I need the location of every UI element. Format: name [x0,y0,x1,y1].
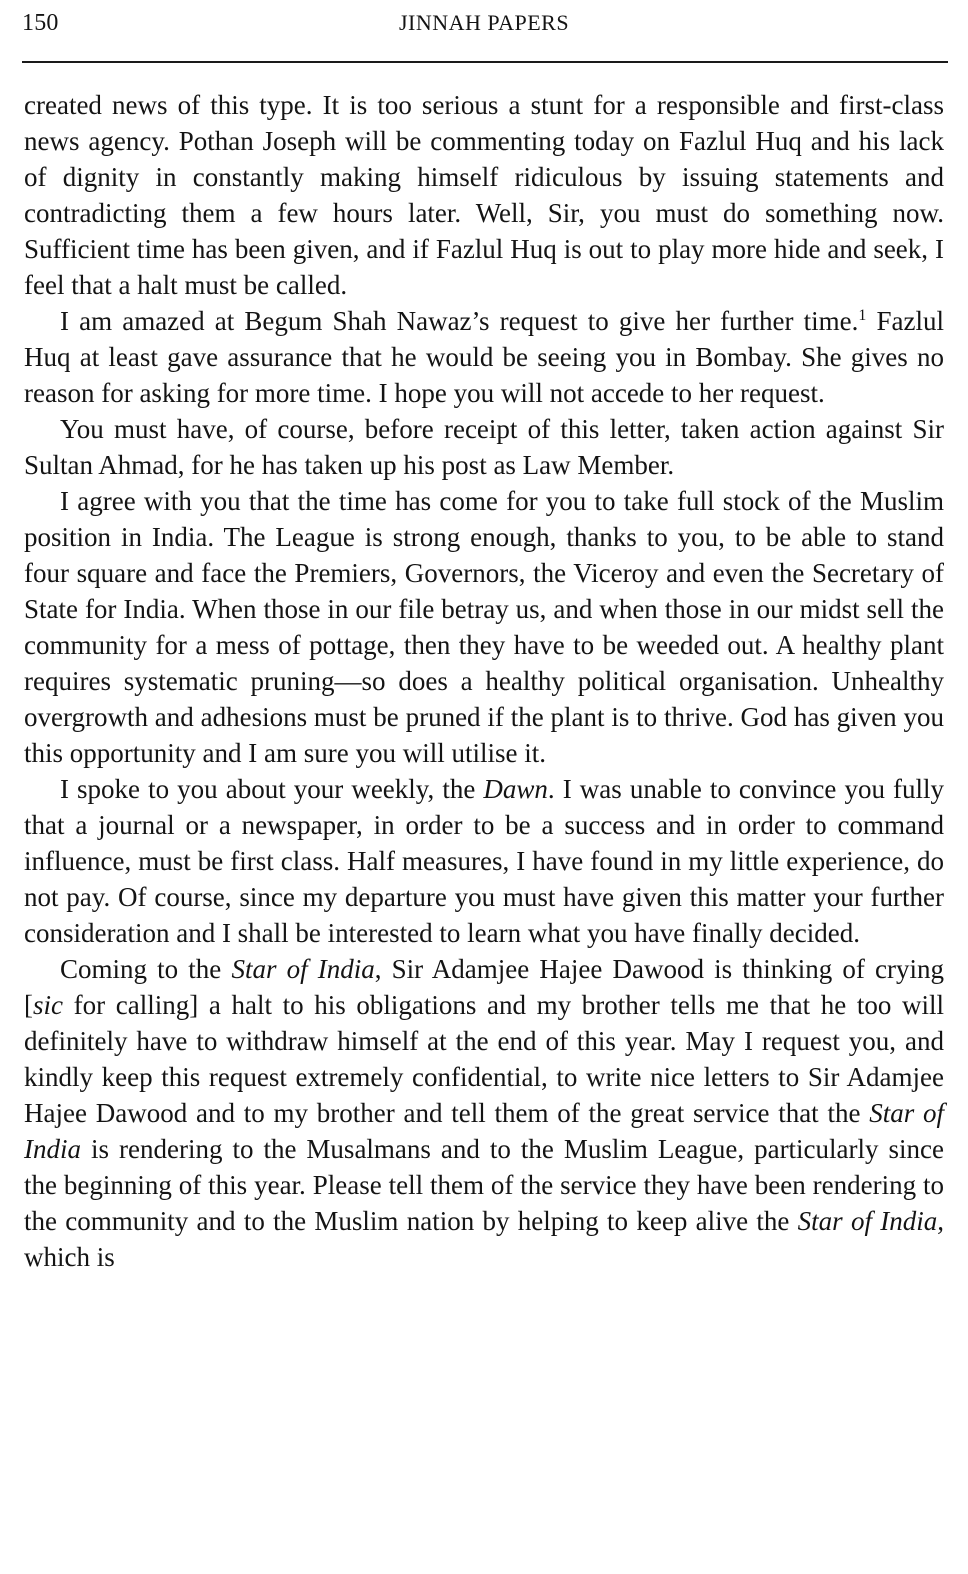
header-rule [22,61,948,63]
text-span: I am amazed at Begum Shah Nawaz’s request to give her further time. [60,306,859,336]
text-span: I spoke to you about your weekly, the [60,774,484,804]
paragraph-continued: created news of this type. It is too serious a stunt for a responsible and first-class news agency. Pothan Joseph will be commenting today on Fazlul Huq and his lack of dignity in constantly making himself ridiculous by issuing statements and contradicting them a few hours later. Well, Sir, you must do something now. Sufficient time has been given, and if Fazlul Huq is out to play more hide and seek, I feel that a halt must be called. [24,90,944,300]
text-span: is rendering to the Musalmans and to the Muslim League, particularly since the beginning of this year. Please tell them of the service they have been rendering to the community and to the Muslim nation by helping to keep alive the [24,1134,944,1236]
text-span: Fazlul Huq at least gave assurance that he would be seeing you in Bombay. She gives no reason for asking for more time. I hope you will not accede to her request. [24,306,944,408]
italic-title: Dawn [483,774,548,804]
paragraph-star-of-india [24,951,944,1275]
italic-title: Star of India [231,954,375,984]
italic-title: Star of India [24,1098,944,1164]
body-text [24,87,944,1275]
text-span: . I was unable to convince you fully that a journal or a newspaper, in order to be a success and in order to command influence, must be first class. Half measures, I have found in my little experience, do not pay. Of course, since my departure you must have given this matter your further consideration and I shall be interested to learn what you have finally decided. [24,774,944,948]
italic-title: Star of India, [797,1206,944,1236]
paragraph-shah-nawaz [24,303,944,411]
running-head: JINNAH PAPERS [398,10,570,35]
text-span: which is [24,1242,115,1272]
italic-sic: sic [33,990,63,1020]
text-span: Coming to the [60,954,232,984]
text-span: , Sir Adamjee Hajee Dawood is thinking of crying [ [24,954,945,1020]
text-span: for calling] a halt to his obligations and my brother tells me that he too will definitely have to withdraw himself at the end of this year. May I request you, and kindly keep this request extremely confidential, to write nice letters to Sir Adamjee Hajee Dawood and to my brother and tell them of the great service that the [24,990,944,1128]
page-number: 150 [22,10,59,36]
footnote-marker: 1 [858,307,867,324]
page-header [22,6,946,40]
paragraph-muslim-position: I agree with you that the time has come for you to take full stock of the Muslim position in India. The League is strong enough, thanks to you, to be able to stand four square and face the Premiers, Governors, the Viceroy and even the Secretary of State for India. When those in our file betray us, and when those in our midst sell the community for a mess of pottage, then they have to be weeded out. A healthy plant requires systematic pruning—so does a healthy political organisation. Unhealthy overgrowth and adhesions must be pruned if the plant is to thrive. God has given you this opportunity and I am sure you will utilise it. [24,486,944,768]
paragraph-dawn [24,771,944,951]
paragraph-sultan-ahmad: You must have, of course, before receipt of this letter, taken action against Sir Sultan Ahmad, for he has taken up his post as Law Member. [24,414,944,480]
